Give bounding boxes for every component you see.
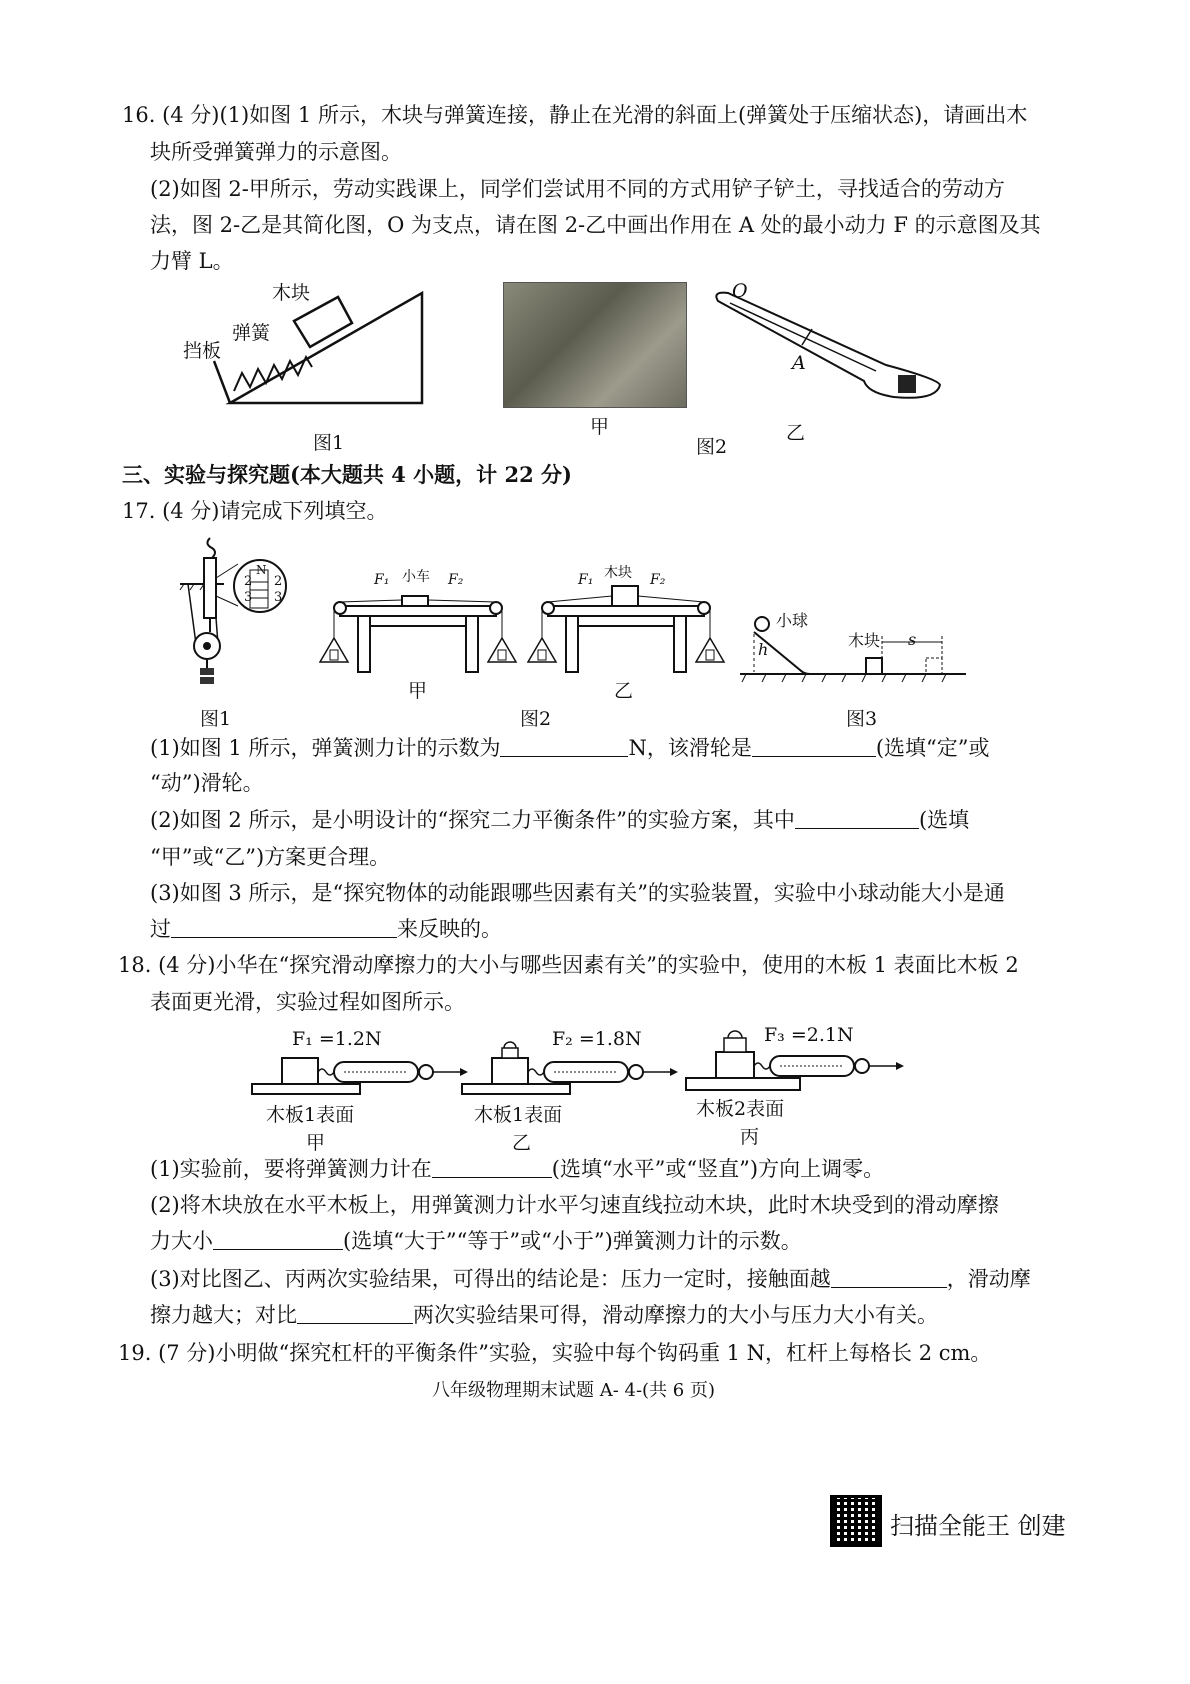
q18-p3-line — [150, 1264, 1031, 1294]
q17-p3-text-b: 过 — [150, 917, 171, 941]
q18-line1: 18. (4 分)小华在“探究滑动摩擦力的大小与哪些因素有关”的实验中，使用的木板 1 表面比木板 2 — [118, 953, 1019, 977]
q16-line3: (2)如图 2-甲所示，劳动实践课上，同学们尝试用不同的方式用铲子铲土，寻找适合的劳动方 — [150, 177, 1005, 201]
q17-fig2-cart: 小车 — [402, 569, 430, 585]
q19-line1: 19. (7 分)小明做“探究杠杆的平衡条件”实验，实验中每个钩码重 1 N，杠杆上每格长 2 cm。 — [118, 1341, 992, 1365]
q16-line2: 块所受弹簧弹力的示意图。 — [150, 140, 402, 164]
q18-s3: 木板2表面 — [696, 1098, 785, 1120]
q17-p3-text-c: 来反映的。 — [397, 917, 502, 941]
q18-f1: F₁ =1.2N — [292, 1028, 382, 1050]
q18-p1-text-b: (选填“水平”或“竖直”)方向上调零。 — [551, 1157, 885, 1181]
q18-blank-4[interactable] — [297, 1301, 413, 1324]
q17-p3-line2 — [150, 914, 502, 944]
q16-fig1-block-label: 木块 — [272, 282, 311, 304]
q16-fig2-jia: 甲 — [590, 416, 610, 438]
q17-p1-line2: “动”)滑轮。 — [150, 771, 264, 795]
q17-fig1-pulley — [178, 534, 288, 694]
q18-s2: 木板1表面 — [474, 1104, 563, 1126]
q16-fig2-shovel — [708, 283, 948, 413]
q17-fig3-h: h — [758, 640, 769, 659]
q16-fig1-board-label: 挡板 — [183, 340, 222, 362]
q17-fig2-caption: 图2 — [520, 708, 552, 730]
section3-heading: 三、实验与探究题(本大题共 4 小题，计 22 分) — [122, 462, 572, 487]
q17-stem: 17. (4 分)请完成下列填空。 — [122, 499, 388, 523]
q17-fig2-yi: 乙 — [614, 680, 634, 702]
scanner-watermark: 扫描全能王 创建 — [890, 1512, 1066, 1540]
q18-blank-2[interactable] — [213, 1227, 343, 1250]
q18-p2-line: (2)将木块放在水平木板上，用弹簧测力计水平匀速直线拉动木块，此时木块受到的滑动摩擦 — [150, 1193, 999, 1217]
q16-line1: 16. (4 分)(1)如图 1 所示，木块与弹簧连接，静止在光滑的斜面上(弹簧处于压缩状态)，请画出木 — [122, 103, 1028, 127]
q17-fig3-s: s — [908, 630, 917, 649]
q17-fig1-n: N — [256, 563, 267, 577]
q17-p1-line — [150, 733, 990, 763]
q18-p1-line — [150, 1154, 884, 1184]
q18-p1-text-a: (1)实验前，要将弹簧测力计在 — [150, 1157, 432, 1181]
q17-fig3-ball: 小球 — [776, 611, 809, 630]
q18-blank-1[interactable] — [432, 1155, 552, 1178]
q17-p3-line: (3)如图 3 所示，是“探究物体的动能跟哪些因素有关”的实验装置，实验中小球动能大小是通 — [150, 881, 1005, 905]
q18-p2-text-b: 力大小 — [150, 1229, 213, 1253]
q16-fig1-caption: 图1 — [313, 432, 345, 454]
q17-fig2-f1a: F₁ — [374, 572, 390, 588]
q16-fig2-photo — [503, 282, 687, 408]
q18-p3-text-b: ，滑动摩 — [946, 1267, 1031, 1291]
q17-blank-3[interactable] — [795, 806, 919, 829]
q18-fig-jia — [248, 1048, 468, 1098]
q17-fig1-l3a: 3 — [244, 590, 253, 605]
q16-fig2-yi: 乙 — [786, 422, 806, 444]
q17-fig2-f2a: F₂ — [448, 572, 464, 588]
q18-p2-line2 — [150, 1226, 802, 1256]
q16-fig1-spring-label: 弹簧 — [232, 322, 271, 344]
q17-p2-text-b: (选填 — [918, 808, 970, 832]
q17-fig1-caption: 图1 — [200, 708, 232, 730]
q17-p2-line2: “甲”或“乙”)方案更合理。 — [150, 845, 391, 869]
q18-p3-text-d: 两次实验结果可得，滑动摩擦力的大小与压力大小有关。 — [413, 1303, 938, 1327]
q16-fig2-point-o: O — [732, 280, 748, 302]
q18-p3-line2 — [150, 1300, 938, 1330]
q18-c1: 甲 — [306, 1132, 326, 1154]
q17-fig1-l2b: 2 — [274, 574, 283, 589]
q17-blank-4[interactable] — [171, 915, 397, 938]
q18-p3-text-a: (3)对比图乙、丙两次实验结果，可得出的结论是：压力一定时，接触面越 — [150, 1267, 831, 1291]
q16-fig2-point-a: A — [792, 352, 806, 374]
q18-p2-text-c: (选填“大于”“等于”或“小于”)弹簧测力计的示数。 — [343, 1229, 802, 1253]
qr-code-icon — [830, 1495, 882, 1547]
q18-s1: 木板1表面 — [266, 1104, 355, 1126]
q18-c3: 丙 — [740, 1126, 760, 1148]
q18-f2: F₂ =1.8N — [552, 1028, 642, 1050]
q17-fig2-jia: 甲 — [408, 680, 428, 702]
q16-fig2-caption: 图2 — [696, 436, 728, 458]
q17-fig3-caption: 图3 — [846, 708, 878, 730]
q17-p1-text-a: (1)如图 1 所示，弹簧测力计的示数为 — [150, 736, 501, 760]
page-footer: 八年级物理期末试题 A- 4-(共 6 页) — [432, 1380, 715, 1401]
q17-fig2-table-jia — [318, 582, 518, 682]
q17-fig1-l2a: 2 — [244, 574, 253, 589]
q18-blank-3[interactable] — [831, 1265, 947, 1288]
q16-line5: 力臂 L。 — [150, 249, 234, 273]
q18-f3: F₃ =2.1N — [764, 1024, 854, 1046]
q17-fig3-block: 木块 — [848, 631, 881, 650]
q18-line2: 表面更光滑，实验过程如图所示。 — [150, 990, 465, 1014]
q17-p1-text-c: (选填“定”或 — [875, 736, 990, 760]
q16-line4: 法，图 2-乙是其简化图，O 为支点，请在图 2-乙中画出作用在 A 处的最小动力 F 的示意图及其 — [150, 213, 1041, 237]
q17-blank-1[interactable] — [500, 734, 628, 757]
q17-fig2-table-yi — [526, 582, 726, 682]
q17-p2-line — [150, 805, 969, 835]
q18-p3-text-c: 擦力越大；对比 — [150, 1303, 297, 1327]
q16-fig1-incline — [190, 275, 470, 415]
q17-fig2-f2b: F₂ — [650, 572, 666, 588]
q17-p1-text-b: N，该滑轮是 — [628, 736, 752, 760]
q17-blank-2[interactable] — [752, 734, 876, 757]
q18-c2: 乙 — [512, 1132, 532, 1154]
q17-fig2-f1b: F₁ — [578, 572, 594, 588]
q17-fig2-block: 木块 — [604, 565, 632, 581]
q17-p2-text-a: (2)如图 2 所示，是小明设计的“探究二力平衡条件”的实验方案，其中 — [150, 808, 795, 832]
q17-fig1-l3b: 3 — [274, 590, 283, 605]
